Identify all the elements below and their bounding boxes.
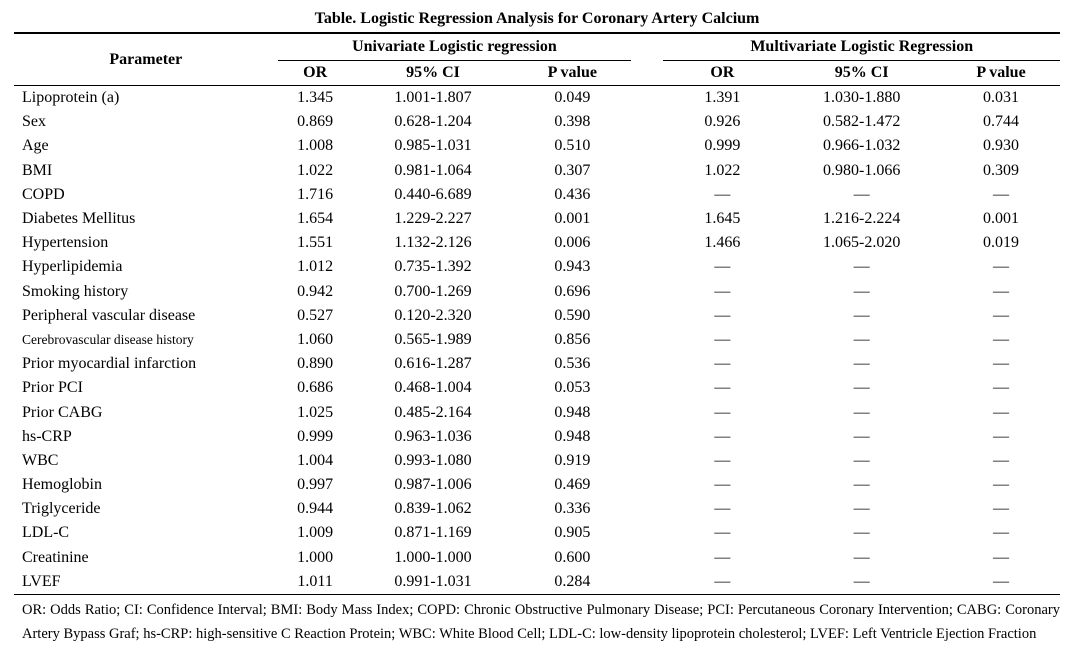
cell-u-ci: 0.616-1.287 (394, 355, 472, 373)
cell-u-or: 0.890 (297, 355, 334, 373)
cell-m-ci: — (853, 258, 870, 276)
cell-m-p: — (993, 185, 1010, 203)
cell-m-or: 0.999 (704, 137, 741, 155)
cell-m-p: 0.309 (983, 161, 1020, 179)
cell-u-ci: 0.120-2.320 (394, 306, 472, 324)
cell-m-ci: 0.966-1.032 (823, 137, 901, 155)
cell-m-or: — (714, 282, 731, 300)
table-row (14, 546, 1060, 570)
parameter-name: Cerebrovascular disease history (22, 331, 194, 347)
parameter-name: Hypertension (22, 234, 109, 252)
parameter-name: Hemoglobin (22, 476, 102, 494)
cell-m-p: 0.031 (983, 89, 1020, 107)
cell-u-ci: 1.229-2.227 (394, 210, 472, 228)
cell-m-or: — (714, 330, 731, 348)
parameter-name: hs-CRP (22, 427, 72, 445)
parameter-name: Smoking history (22, 282, 129, 300)
cell-m-ci: — (853, 306, 870, 324)
cell-m-ci: — (853, 379, 870, 397)
cell-u-p: 0.284 (554, 572, 591, 590)
parameter-name: BMI (22, 161, 53, 179)
cell-m-p: — (993, 572, 1010, 590)
header-univariate: Univariate Logistic regression (278, 33, 632, 61)
parameter-name: Peripheral vascular disease (22, 306, 196, 324)
cell-u-ci: 0.987-1.006 (394, 476, 472, 494)
cell-m-p: 0.019 (983, 234, 1020, 252)
parameter-name: Diabetes Mellitus (22, 210, 136, 228)
table-row (14, 497, 1060, 521)
cell-u-or: 0.942 (297, 282, 334, 300)
table-row (14, 231, 1060, 255)
cell-u-or: 0.869 (297, 113, 334, 131)
cell-m-p: — (993, 548, 1010, 566)
header-multivariate: Multivariate Logistic Regression (663, 33, 1060, 61)
cell-u-ci: 1.001-1.807 (394, 89, 472, 107)
cell-m-ci: — (853, 572, 870, 590)
cell-u-or: 1.022 (297, 161, 334, 179)
parameter-name: Prior CABG (22, 403, 103, 421)
cell-u-ci: 0.735-1.392 (394, 258, 472, 276)
cell-m-or: — (714, 306, 731, 324)
cell-u-p: 0.696 (554, 282, 591, 300)
cell-m-or: — (714, 355, 731, 373)
parameter-name: LVEF (22, 572, 61, 590)
cell-u-p: 0.049 (554, 89, 591, 107)
cell-m-p: — (993, 379, 1010, 397)
cell-u-p: 0.590 (554, 306, 591, 324)
cell-m-p: — (993, 524, 1010, 542)
cell-u-or: 0.527 (297, 306, 334, 324)
table-document (14, 6, 1060, 647)
cell-m-or: — (714, 572, 731, 590)
cell-m-or: 1.466 (704, 234, 741, 252)
parameter-name: LDL-C (22, 524, 70, 542)
cell-m-p: 0.744 (983, 113, 1020, 131)
table-row (14, 280, 1060, 304)
cell-m-ci: 1.030-1.880 (823, 89, 901, 107)
cell-u-ci: 0.963-1.036 (394, 427, 472, 445)
cell-u-p: 0.053 (554, 379, 591, 397)
cell-u-p: 0.001 (554, 210, 591, 228)
cell-u-ci: 1.132-2.126 (394, 234, 472, 252)
parameter-name: Lipoprotein (a) (22, 89, 120, 107)
table-title: Table. Logistic Regression Analysis for Coronary Artery Calcium (314, 10, 760, 27)
cell-m-p: 0.001 (983, 210, 1020, 228)
cell-m-p: — (993, 330, 1010, 348)
cell-m-or: 0.926 (704, 113, 741, 131)
cell-m-or: 1.645 (704, 210, 741, 228)
table-row (14, 425, 1060, 449)
table-row (14, 352, 1060, 376)
header-multivariate-ci: 95% CI (834, 64, 889, 81)
cell-u-ci: 0.485-2.164 (394, 403, 472, 421)
cell-m-p: — (993, 427, 1010, 445)
cell-u-ci: 0.700-1.269 (394, 282, 472, 300)
cell-u-or: 1.011 (297, 572, 333, 590)
cell-m-ci: — (853, 500, 870, 518)
cell-u-p: 0.336 (554, 500, 591, 518)
table-header (14, 33, 1060, 86)
cell-u-p: 0.905 (554, 524, 591, 542)
cell-m-or: 1.391 (704, 89, 741, 107)
cell-u-p: 0.943 (554, 258, 591, 276)
cell-m-or: — (714, 403, 731, 421)
cell-m-p: — (993, 403, 1010, 421)
parameter-name: COPD (22, 185, 65, 203)
cell-m-ci: — (853, 451, 870, 469)
cell-u-or: 1.008 (297, 137, 334, 155)
cell-u-ci: 1.000-1.000 (394, 548, 472, 566)
table-row (14, 110, 1060, 134)
cell-u-or: 1.716 (297, 185, 334, 203)
footnote: OR: Odds Ratio; CI: Confidence Interval; BMI: Body Mass Index; COPD: Chronic Obstructive Pulmonary Disease; PCI: Percutaneous Coronary Intervention; CABG: Coronary Artery Bypass Graf; hs-CRP: high-sensitive C Reaction Protein; WBC: White Blood Cell; LDL-C: low-density lipoprotein cholesterol; LVEF: Left Ventricle Ejection Fraction (22, 601, 1060, 643)
cell-m-p: — (993, 451, 1010, 469)
cell-u-ci: 0.985-1.031 (394, 137, 472, 155)
table-row (14, 86, 1060, 111)
table-row (14, 159, 1060, 183)
cell-m-ci: — (853, 403, 870, 421)
cell-m-ci: — (853, 185, 870, 203)
cell-m-ci: — (853, 330, 870, 348)
cell-u-p: 0.919 (554, 451, 591, 469)
table-row (14, 328, 1060, 352)
table-body (14, 86, 1060, 595)
cell-u-p: 0.600 (554, 548, 591, 566)
cell-m-ci: 1.065-2.020 (823, 234, 901, 252)
cell-u-or: 0.997 (297, 476, 334, 494)
cell-m-ci: 0.980-1.066 (823, 161, 901, 179)
cell-u-p: 0.469 (554, 476, 591, 494)
cell-m-or: — (714, 258, 731, 276)
table-row (14, 521, 1060, 545)
cell-u-ci: 0.993-1.080 (394, 451, 472, 469)
cell-u-p: 0.948 (554, 427, 591, 445)
cell-u-or: 0.686 (297, 379, 334, 397)
cell-m-p: — (993, 355, 1010, 373)
cell-u-p: 0.006 (554, 234, 591, 252)
cell-u-or: 1.000 (297, 548, 334, 566)
cell-m-ci: — (853, 548, 870, 566)
table-row (14, 376, 1060, 400)
cell-m-p: — (993, 282, 1010, 300)
cell-u-p: 0.307 (554, 161, 591, 179)
cell-m-or: — (714, 500, 731, 518)
cell-u-or: 1.004 (297, 451, 334, 469)
cell-u-ci: 0.871-1.169 (394, 524, 472, 542)
parameter-name: Hyperlipidemia (22, 258, 123, 276)
cell-m-ci: 1.216-2.224 (823, 210, 901, 228)
cell-u-or: 1.345 (297, 89, 334, 107)
cell-m-ci: — (853, 282, 870, 300)
cell-u-or: 1.009 (297, 524, 334, 542)
cell-u-ci: 0.839-1.062 (394, 500, 472, 518)
parameter-name: Age (22, 137, 49, 155)
cell-u-ci: 0.628-1.204 (394, 113, 472, 131)
cell-u-p: 0.536 (554, 355, 591, 373)
cell-u-p: 0.856 (554, 330, 591, 348)
cell-u-ci: 0.991-1.031 (394, 572, 472, 590)
table-row (14, 255, 1060, 279)
cell-m-or: — (714, 476, 731, 494)
cell-m-or: 1.022 (704, 161, 741, 179)
cell-m-p: — (993, 306, 1010, 324)
cell-m-or: — (714, 524, 731, 542)
cell-u-p: 0.436 (554, 185, 591, 203)
cell-m-p: — (993, 500, 1010, 518)
table-row (14, 304, 1060, 328)
cell-m-or: — (714, 548, 731, 566)
cell-m-or: — (714, 427, 731, 445)
parameter-name: Prior PCI (22, 379, 83, 397)
header-univariate-p: P value (547, 64, 597, 81)
cell-m-or: — (714, 379, 731, 397)
cell-m-ci: — (853, 524, 870, 542)
cell-m-p: — (993, 476, 1010, 494)
table-row (14, 134, 1060, 158)
cell-u-or: 1.060 (297, 330, 334, 348)
cell-m-ci: 0.582-1.472 (823, 113, 901, 131)
cell-u-p: 0.948 (554, 403, 591, 421)
cell-m-ci: — (853, 355, 870, 373)
cell-u-or: 1.654 (297, 210, 334, 228)
cell-u-or: 1.012 (297, 258, 334, 276)
cell-m-ci: — (853, 427, 870, 445)
cell-m-p: 0.930 (983, 137, 1020, 155)
cell-m-p: — (993, 258, 1010, 276)
cell-u-ci: 0.565-1.989 (394, 330, 472, 348)
cell-u-or: 1.025 (297, 403, 334, 421)
cell-u-ci: 0.468-1.004 (394, 379, 472, 397)
table-row (14, 207, 1060, 231)
cell-u-p: 0.510 (554, 137, 591, 155)
header-parameter: Parameter (109, 50, 183, 68)
table-row (14, 473, 1060, 497)
parameter-name: Creatinine (22, 548, 89, 566)
cell-u-ci: 0.981-1.064 (394, 161, 472, 179)
regression-table (14, 32, 1060, 595)
parameter-name: WBC (22, 451, 59, 469)
cell-u-p: 0.398 (554, 113, 591, 131)
parameter-name: Sex (22, 113, 46, 131)
table-row (14, 183, 1060, 207)
header-multivariate-p: P value (976, 64, 1026, 81)
parameter-name: Triglyceride (22, 500, 101, 518)
cell-u-ci: 0.440-6.689 (394, 185, 472, 203)
table-row (14, 400, 1060, 424)
cell-m-ci: — (853, 476, 870, 494)
table-row (14, 570, 1060, 595)
header-multivariate-or: OR (710, 64, 735, 81)
cell-u-or: 0.999 (297, 427, 334, 445)
table-row (14, 449, 1060, 473)
parameter-name: Prior myocardial infarction (22, 355, 197, 373)
header-univariate-or: OR (303, 64, 328, 81)
cell-m-or: — (714, 451, 731, 469)
cell-m-or: — (714, 185, 731, 203)
header-univariate-ci: 95% CI (406, 64, 460, 81)
cell-u-or: 1.551 (297, 234, 334, 252)
cell-u-or: 0.944 (297, 500, 334, 518)
